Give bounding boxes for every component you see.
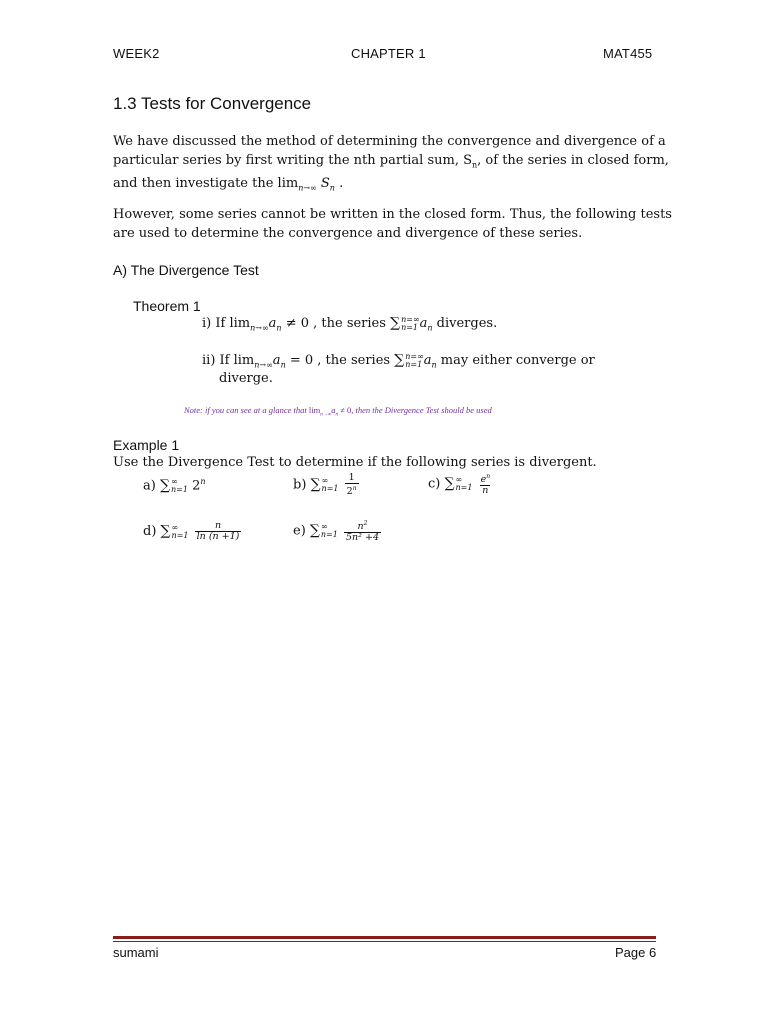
item-c-num-wrap — [479, 472, 493, 485]
item-e-num-wrap — [356, 519, 370, 532]
item-e-sum: ∑ — [309, 522, 320, 539]
part-ii-term: a — [423, 353, 432, 368]
note-text-1: Note: if you can see at a glance that — [184, 405, 309, 415]
part-i-end: diverges. — [432, 316, 498, 331]
item-a-sum-limits — [171, 478, 188, 494]
item-c-fraction — [479, 472, 493, 496]
part-ii-mid: , the series — [313, 353, 395, 368]
part-ii-expr: a — [272, 353, 281, 368]
part-ii-sum-sup: n=∞ — [405, 351, 424, 361]
part-i-expr: a — [268, 316, 277, 331]
item-c-sum: ∑ — [444, 475, 455, 492]
item-d-sum: ∑ — [160, 523, 171, 539]
intro-paragraph-2: However, some series cannot be written in the closed form. Thus, the following tests are used to determine the convergence and divergence of these series. — [113, 207, 672, 241]
footer-page-number: Page 6 — [615, 945, 657, 960]
header-course: MAT455 — [603, 46, 653, 61]
intro-end: . — [334, 175, 344, 191]
header-chapter: CHAPTER 1 — [351, 46, 426, 61]
intro-paragraph-1 — [113, 133, 673, 198]
intro-text-2: , of the series in closed form, and then investigate the — [113, 152, 669, 191]
intro-text-1: We have discussed the method of determining the convergence and divergence of a particular series by first writing the nth partial sum, — [113, 134, 666, 168]
part-ii-rel: = 0 — [285, 353, 314, 368]
lim-sub: n→∞ — [298, 183, 317, 193]
item-a-label: a) — [143, 478, 156, 494]
item-a-sum-sub: n=1 — [170, 484, 188, 494]
footer-author: sumami — [113, 945, 159, 960]
part-i-rel: ≠ 0 — [281, 316, 309, 331]
sn-symbol: S — [463, 152, 473, 168]
item-d-sum-sup: ∞ — [171, 522, 179, 532]
part-i-sum-limits — [401, 316, 420, 332]
theorem-title: Theorem 1 — [133, 298, 201, 314]
item-c-den: n — [482, 485, 489, 497]
item-d-den: ln (n +1) — [196, 531, 240, 542]
theorem-part-i — [202, 315, 497, 333]
part-ii-lim: lim — [233, 353, 255, 368]
example-instruction: Use the Divergence Test to determine if the following series is divergent. — [113, 455, 597, 470]
section-title: 1.3 Tests for Convergence — [113, 94, 312, 113]
example-item-a — [143, 477, 206, 494]
item-b-sum: ∑ — [310, 476, 321, 493]
example-item-c — [428, 472, 494, 496]
item-d-sum-limits — [172, 524, 189, 540]
item-d-sum-sub: n=1 — [171, 530, 189, 540]
note-var-sub: n — [335, 412, 339, 418]
item-b-sum-sup: ∞ — [321, 476, 329, 486]
item-e-sum-sub: n=1 — [320, 530, 338, 540]
item-e-fraction — [344, 519, 381, 543]
item-c-num-sup: n — [486, 473, 491, 480]
example-item-e — [293, 519, 383, 543]
item-d-num: n — [214, 520, 222, 531]
part-i-label: i) If — [202, 316, 226, 331]
part-i-sum-sup: n=∞ — [401, 314, 420, 324]
item-c-num: e — [480, 474, 487, 486]
lim-word: lim — [277, 175, 299, 191]
note-text-2: , then the Divergence Test should be used — [351, 405, 492, 415]
footer-rule-thick — [113, 936, 656, 939]
part-ii-term-sub: n — [431, 360, 437, 370]
item-b-fraction — [345, 473, 359, 497]
note-lim: lim — [308, 405, 321, 415]
header-week: WEEK2 — [113, 46, 160, 61]
item-a-sum-sup: ∞ — [170, 476, 178, 486]
part-ii-continuation: diverge. — [219, 371, 273, 386]
item-e-den: 5n² +4 — [346, 532, 379, 544]
item-b-den-wrap — [345, 483, 359, 497]
part-ii-end: may either converge or — [436, 353, 595, 368]
example-item-b — [293, 473, 361, 497]
sn-sub: n — [472, 160, 478, 170]
item-c-sum-sup: ∞ — [455, 475, 463, 485]
item-c-label: c) — [428, 476, 441, 492]
lim-var-sub: n — [329, 183, 335, 193]
part-ii-label: ii) If — [202, 353, 230, 368]
part-ii-sum-sub: n=1 — [405, 359, 423, 369]
lim-var: S — [320, 175, 330, 191]
part-ii-expr-sub: n — [280, 360, 286, 370]
item-d-label: d) — [143, 524, 157, 539]
note-line — [184, 405, 492, 418]
part-i-lim-sub: n→∞ — [250, 323, 269, 333]
part-i-mid: , the series — [309, 316, 391, 331]
part-ii-sum: ∑ — [394, 352, 405, 368]
example-item-d — [143, 521, 243, 542]
item-a-term: 2 — [192, 478, 201, 494]
part-i-term: a — [419, 316, 428, 331]
note-var: a — [331, 405, 336, 415]
part-i-term-sub: n — [427, 323, 433, 333]
item-b-den: 2 — [346, 486, 353, 498]
item-c-sum-limits — [456, 476, 473, 492]
part-i-sum: ∑ — [390, 315, 401, 331]
item-a-term-sup: n — [200, 477, 206, 486]
subsection-title: A) The Divergence Test — [113, 262, 259, 278]
part-ii-lim-sub: n→∞ — [254, 360, 273, 370]
item-e-sum-sup: ∞ — [320, 522, 328, 532]
part-ii-sum-limits — [405, 353, 424, 369]
item-e-num-sup: 2 — [363, 520, 368, 527]
item-e-sum-limits — [321, 523, 338, 539]
item-b-sum-limits — [322, 477, 339, 493]
item-e-num: n — [357, 521, 364, 533]
item-b-label: b) — [293, 477, 307, 493]
part-i-sum-sub: n=1 — [401, 322, 419, 332]
theorem-part-ii — [202, 352, 595, 370]
item-e-label: e) — [293, 523, 306, 539]
note-lim-sub: n→∞ — [320, 412, 332, 418]
part-i-lim: lim — [229, 316, 251, 331]
item-b-den-sup: n — [352, 485, 357, 492]
part-i-expr-sub: n — [276, 323, 282, 333]
footer-rule-thin — [113, 941, 656, 942]
example-title: Example 1 — [113, 437, 180, 453]
item-a-sum: ∑ — [159, 477, 170, 494]
item-b-sum-sub: n=1 — [321, 484, 339, 494]
item-b-num: 1 — [348, 472, 355, 483]
item-c-sum-sub: n=1 — [455, 483, 473, 493]
note-rel: ≠ 0 — [338, 405, 352, 415]
item-d-fraction — [195, 521, 242, 542]
